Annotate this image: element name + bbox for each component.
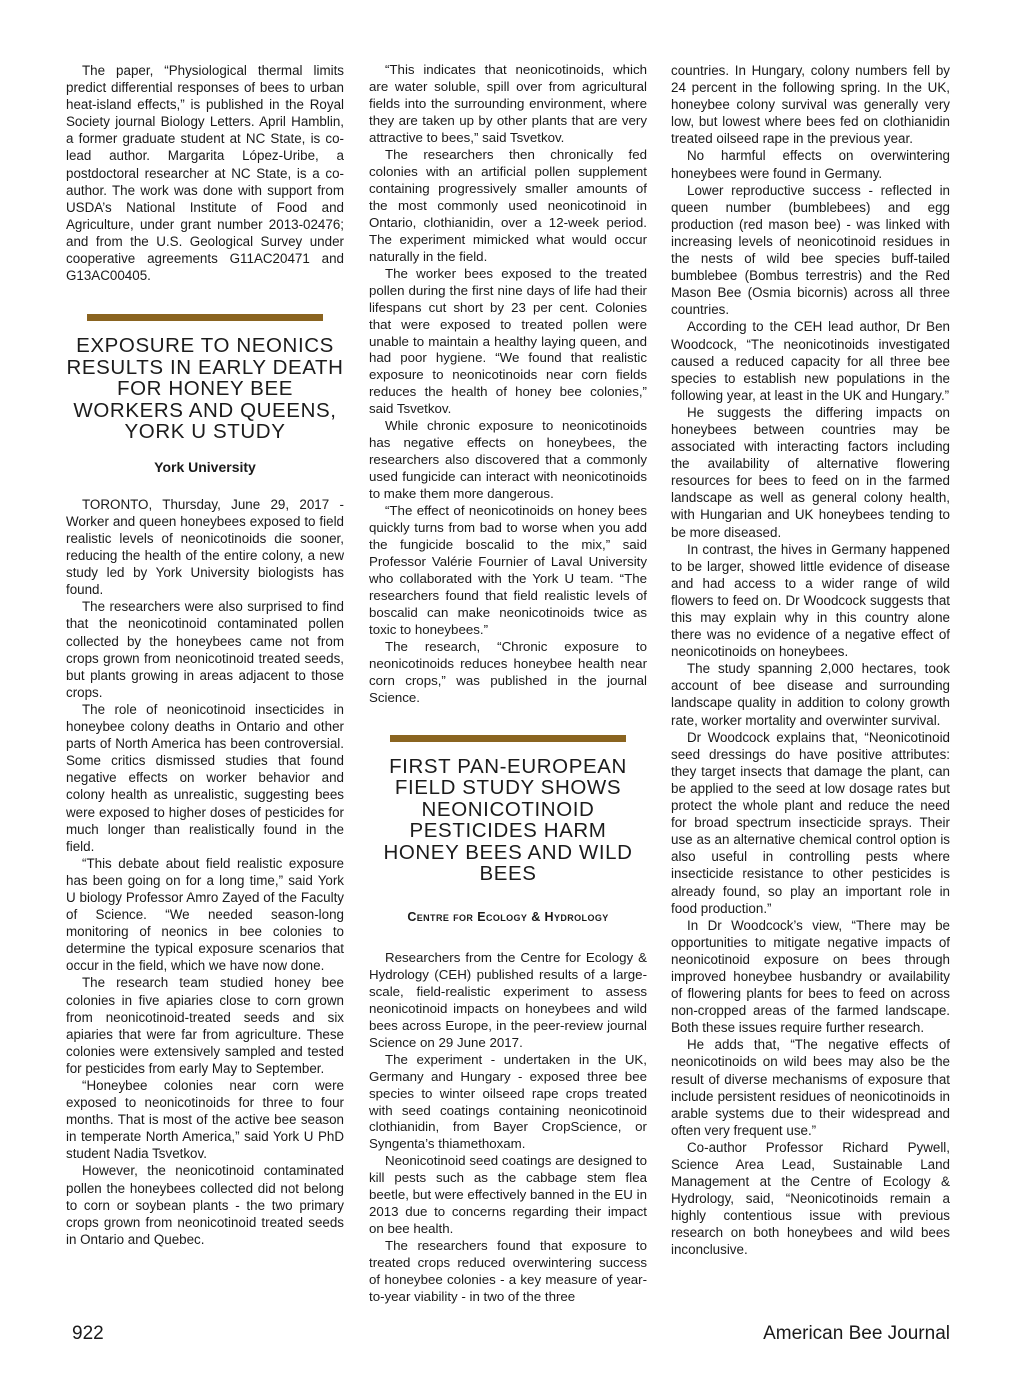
paragraph: “This indicates that neonicotinoids, which are water soluble, spill over from agricultural fields into the surrounding environment, where they are taken up by other plants that are very attractive to bees,” said Tsvetkov. [369, 62, 647, 145]
journal-name: American Bee Journal [763, 1323, 950, 1344]
page-number: 922 [72, 1323, 104, 1344]
paragraph: “Honeybee colonies near corn were exposed to neonicotinoids for three to four months. That is most of the active bee season in temperate North America,” said York U PhD student Nadia Tsvetkov. [66, 1078, 344, 1162]
article-byline: York University [154, 458, 256, 475]
paragraph: TORONTO, Thursday, June 29, 2017 - Worker and queen honeybees exposed to field realistic levels of neonicotinoids die sooner, reducing the health of the entire colony, a new study led by York University biologists has found. [66, 496, 344, 598]
paragraph: He adds that, “The negative effects of neonicotinoids on wild bees may also be the result of diverse mechanisms of exposure that include persistent residues of neonicotinoids in arable systems due to their widespread and often very frequent use.” [671, 1037, 950, 1138]
column-3 [671, 62, 950, 1259]
paragraph: No harmful effects on overwintering honeybees were found in Germany. [671, 148, 950, 181]
article-byline: Centre for Ecology & Hydrology [407, 909, 609, 924]
article-headline: EXPOSURE TO NEONICS RESULTS IN EARLY DEATH FOR HONEY BEE WORKERS AND QUEENS, YORK U STUDY [66, 334, 344, 444]
paragraph: The paper, “Physiological thermal limits predict differential responses of bees to urban heat-island effects,” is published in the Royal Society journal Biology Letters. April Hamblin, a former graduate student at NC State, is co-lead author. Margarita López-Uribe, a postdoctoral researcher at NC State, is a co-author. The work was done with support from USDA’s National Institute of Food and Agriculture, under grant number 2013-02476; and from the U.S. Geological Survey under cooperative agreements G11AC20471 and G13AC00405. [66, 63, 344, 284]
paragraph: Neonicotinoid seed coatings are designed to kill pests such as the cabbage stem flea beetle, but were effectively banned in the EU in 2013 due to concerns regarding their impact on bee health. [369, 1153, 647, 1237]
column-1 [66, 62, 344, 1248]
paragraph: Co-author Professor Richard Pywell, Science Area Lead, Sustainable Land Management at the Centre of Ecology & Hydrology, said, “Neonicotinoids remain a highly contentious issue with previous research on both honeybees and wild bees inconclusive. [671, 1139, 950, 1258]
paragraph: The researchers then chronically fed colonies with an artificial pollen supplement containing progressively smaller amounts of the most commonly used neonicotinoid in Ontario, clothianidin, over a 12-week period. The experiment mimicked what would occur naturally in the field. [369, 146, 647, 264]
paragraph: While chronic exposure to neonicotinoids has negative effects on honeybees, the researchers also discovered that a commonly used fungicide can interact with neonicotinoids to make them more dangerous. [369, 418, 647, 502]
paragraph: The researchers were also surprised to find that the neonicotinoid contaminated pollen collected by the honeybees came not from crops grown from neonicotinoid treated seeds, but plants growing in areas adjacent to those crops. [66, 599, 344, 700]
paragraph: In Dr Woodcock’s view, “There may be opportunities to mitigate negative impacts of neonicotinoid exposure on bees through improved honeybee husbandry or availability of flowering plants for bees to feed on across non-cropped areas of the farmed landscape. Both these issues require further research. [671, 917, 950, 1036]
article-headline: FIRST PAN-EUROPEAN FIELD STUDY SHOWS NEONICOTINOID PESTICIDES HARM HONEY BEES AND WILD BEES [383, 754, 633, 886]
paragraph: The researchers found that exposure to treated crops reduced overwintering success of honeybee colonies - a key measure of year-to-year viability - in two of the three [369, 1238, 647, 1305]
paragraph: In contrast, the hives in Germany happened to be larger, showed little evidence of disease and had access to a wider range of wild flowers to feed on. Dr Woodcock suggests that this may explain why in this country alone there was no evidence of a negative effect of neonicotinoids on honeybees. [671, 541, 950, 660]
paragraph: The experiment - undertaken in the UK, Germany and Hungary - exposed three bee species to winter oilseed rape crops treated with seed coatings containing neonicotinoid clothianidin, from Bayer CropScience, or Syngenta’s thiamethoxam. [369, 1051, 647, 1152]
paragraph: The worker bees exposed to the treated pollen during the first nine days of life had their lifespans cut short by 23 per cent. Colonies that were exposed to treated pollen were unable to maintain a healthy laying queen, and had poor hygiene. “We found that realistic exposure to neonicotinoids near corn fields reduces the health of honey bee colonies,” said Tsvetkov. [369, 265, 647, 417]
paragraph: “The effect of neonicotinoids on honey bees quickly turns from bad to worse when you add the fungicide boscalid to the mix,” said Professor Valérie Fournier of Laval University who collaborated with the York U team. “The researchers found that field realistic levels of boscalid can make neonicotinoids twice as toxic to honeybees.” [369, 503, 647, 637]
paragraph: He suggests the differing impacts on honeybees between countries may be associated with interacting factors including the availability of alternative flowering resources for bees to feed on in the farmed landscape as well as general colony health, with Hungarian and UK honeybees tending to be more diseased. [671, 404, 950, 540]
paragraph: However, the neonicotinoid contaminated pollen the honeybees collected did not belong to corn or soybean plants - the two primary crops grown from neonicotinoid treated seeds in Ontario and Quebec. [66, 1163, 344, 1247]
paragraph: Researchers from the Centre for Ecology & Hydrology (CEH) published results of a large-scale, field-realistic experiment to assess neonicotinoid impacts on honeybees and wild bees across Europe, in the peer-review journal Science on 29 June 2017. [369, 949, 647, 1050]
paragraph: The research team studied honey bee colonies in five apiaries close to corn grown from neonicotinoid-treated seeds and six apiaries that were far from agriculture. These colonies were extensively sampled and tested for pesticides from early May to September. [66, 975, 344, 1076]
paragraph: “This debate about field realistic exposure has been going on for a long time,” said York U biology Professor Amro Zayed of the Faculty of Science. “We needed season-long monitoring of neonics in bee colonies to determine the typical exposure scenarios that occur in the field, which we have now done. [66, 855, 344, 974]
paragraph: Dr Woodcock explains that, “Neonicotinoid seed dressings do have positive attributes: they target insects that damage the plant, can be applied to the seed at low dosage rates but protect the whole plant and reduce the need for broad spectrum insecticide sprays. Their use as an alternative chemical control option is also useful in controlling pests where insecticide resistance to other pesticides is already found, so play an important role in food production.” [671, 729, 950, 916]
paragraph: Lower reproductive success - reflected in queen number (bumblebees) and egg production (red mason bee) - was linked with increasing levels of neonicotinoid residues in the nests of wild bee species buff-tailed bumblebee (Bombus terrestris) and the Red Mason Bee (Osmia bicornis) across all three countries. [671, 182, 950, 318]
paragraph: The study spanning 2,000 hectares, took account of bee disease and surrounding landscape quality in addition to colony growth rate, worker mortality and overwinter survival. [671, 661, 950, 728]
paragraph: The research, “Chronic exposure to neonicotinoids reduces honeybee health near corn crops,” was published in the journal Science. [369, 638, 647, 705]
paragraph: countries. In Hungary, colony numbers fell by 24 percent in the following spring. In the UK, honeybee colony survival was generally very low, but lowest where bees fed on clothianidin treated oilseed rape in the previous year. [671, 63, 950, 147]
paragraph: The role of neonicotinoid insecticides in honeybee colony deaths in Ontario and other parts of North America has been controversial. Some critics dismissed studies that found negative effects on worker behavior and colony health as unrealistic, suggesting bees were exposed to higher doses of pesticides for much longer than realistically found in the field. [66, 701, 344, 854]
paragraph: According to the CEH lead author, Dr Ben Woodcock, “The neonicotinoids investigated caused a reduced capacity for all three bee species to establish new populations in the following year, at least in the UK and Hungary.” [671, 319, 950, 403]
headline-rule [390, 735, 626, 742]
headline-rule [87, 314, 323, 321]
column-2 [369, 62, 647, 1306]
